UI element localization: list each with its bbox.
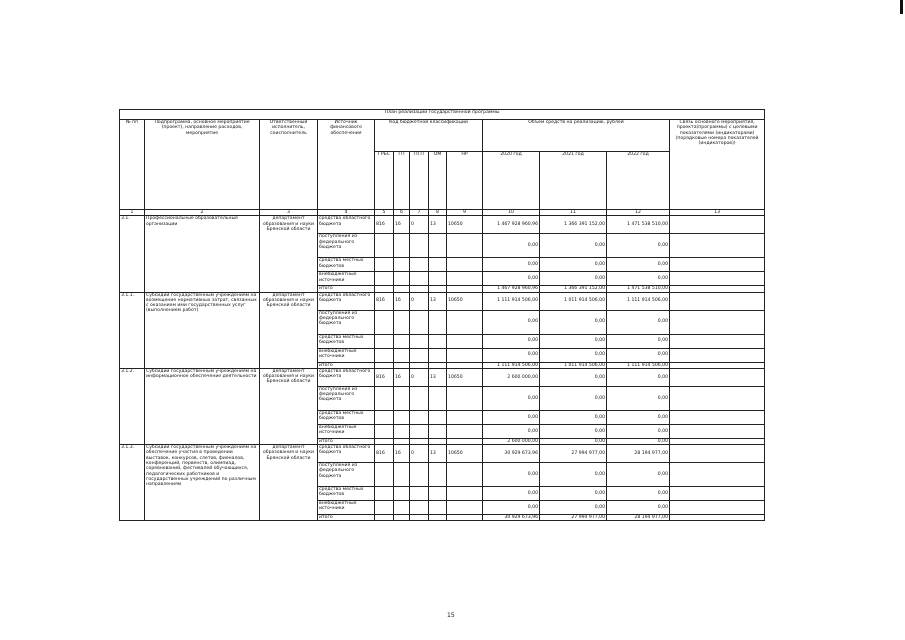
amount-cell: 0,00 (607, 368, 670, 386)
column-number: 10 (483, 210, 540, 216)
amount-cell: 0,00 (540, 348, 607, 362)
amount-cell: 28 194 977,00 (607, 445, 670, 463)
amount-cell: 0,00 (483, 410, 540, 424)
header-executor: Ответственный исполнитель, соисполнитель (260, 120, 318, 210)
source-label: внебюджетные источники (318, 272, 375, 286)
indicator-link-cell (670, 334, 765, 348)
budget-code-empty (429, 348, 447, 362)
amount-cell: 0,00 (607, 310, 670, 334)
amount-cell: 1 111 914 506,00 (607, 292, 670, 310)
amount-cell: 0,00 (483, 348, 540, 362)
budget-code-empty (375, 334, 394, 348)
amount-cell: 1 366 391 152,00 (540, 286, 607, 292)
budget-code-nr: 10650 (447, 368, 483, 386)
budget-code-om: 13 (429, 368, 447, 386)
column-number: 4 (318, 210, 375, 216)
amount-cell: 0,00 (540, 386, 607, 410)
source-label: средства местных бюджетов (318, 334, 375, 348)
amount-cell: 2 600 000,00 (483, 438, 540, 444)
budget-code-empty (375, 487, 394, 501)
budget-code-gp: 16 (394, 445, 410, 463)
budget-code-empty (410, 258, 429, 272)
budget-code-empty (394, 463, 410, 487)
source-label: средства областного бюджета (318, 445, 375, 463)
source-label: итого (318, 286, 375, 292)
budget-code-pgp: 0 (410, 445, 429, 463)
amount-cell: 1 467 928 960,96 (483, 286, 540, 292)
budget-code-empty (394, 258, 410, 272)
budget-code-gp: 16 (394, 368, 410, 386)
budget-code-empty (447, 424, 483, 438)
budget-code-grbs: 816 (375, 445, 394, 463)
row-name: Субсидии государственным учреждениям на возмещение нормативных затрат, связанных с оказанием ими государственных услуг (выполнением работ) (145, 292, 260, 368)
row-number: 3.1.1. (120, 292, 145, 368)
indicator-link-cell (670, 216, 765, 234)
budget-code-empty (410, 348, 429, 362)
budget-code-gp: 16 (394, 216, 410, 234)
amount-cell: 0,00 (607, 463, 670, 487)
amount-cell: 0,00 (483, 424, 540, 438)
budget-code-empty (410, 310, 429, 334)
amount-cell: 1 471 538 510,00 (607, 286, 670, 292)
amount-cell: 0,00 (607, 386, 670, 410)
budget-code-empty (447, 487, 483, 501)
amount-cell: 28 194 977,00 (607, 515, 670, 521)
budget-code-empty (447, 272, 483, 286)
budget-code-pgp: 0 (410, 292, 429, 310)
column-number: 9 (447, 210, 483, 216)
header-pgp: ПГП (410, 152, 429, 210)
budget-code-empty (447, 258, 483, 272)
amount-cell: 1 011 914 506,00 (540, 292, 607, 310)
header-subprogram: Подпрограмма, основное мероприятие (проект), направление расходов, мероприятие (145, 120, 260, 210)
source-label: поступления из федерального бюджета (318, 310, 375, 334)
column-number: 1 (120, 210, 145, 216)
amount-cell: 0,00 (483, 272, 540, 286)
amount-cell: 0,00 (483, 234, 540, 258)
source-label: итого (318, 438, 375, 444)
budget-code-empty (447, 348, 483, 362)
budget-code-empty (447, 501, 483, 515)
budget-code-empty (429, 424, 447, 438)
budget-code-grbs: 816 (375, 368, 394, 386)
source-label: средства областного бюджета (318, 216, 375, 234)
amount-cell: 0,00 (607, 258, 670, 272)
budget-code-empty (394, 348, 410, 362)
table-row (120, 216, 765, 234)
source-label: поступления из федерального бюджета (318, 386, 375, 410)
amount-cell: 1 111 914 506,00 (483, 362, 540, 368)
amount-cell: 0,00 (540, 487, 607, 501)
budget-code-empty (429, 463, 447, 487)
indicator-link-cell (670, 386, 765, 410)
column-number: 3 (260, 210, 318, 216)
budget-code-om: 13 (429, 216, 447, 234)
budget-code-empty (375, 424, 394, 438)
amount-cell: 30 929 673,96 (483, 515, 540, 521)
budget-code-nr: 10650 (447, 216, 483, 234)
budget-code-empty (410, 234, 429, 258)
amount-cell: 0,00 (540, 258, 607, 272)
budget-code-nr: 10650 (447, 445, 483, 463)
column-number: 11 (540, 210, 607, 216)
amount-cell: 0,00 (607, 334, 670, 348)
budget-code-om: 13 (429, 445, 447, 463)
source-label: внебюджетные источники (318, 501, 375, 515)
amount-cell: 0,00 (607, 501, 670, 515)
budget-code-empty (429, 310, 447, 334)
indicator-link-cell (670, 258, 765, 272)
budget-code-empty (410, 424, 429, 438)
budget-code-empty (447, 515, 483, 521)
budget-code-empty (394, 386, 410, 410)
budget-code-empty (375, 515, 394, 521)
row-executor: департамент образования и науки Брянской области (260, 292, 318, 368)
source-label: средства областного бюджета (318, 368, 375, 386)
row-executor: департамент образования и науки Брянской области (260, 368, 318, 444)
budget-code-empty (394, 487, 410, 501)
budget-code-empty (394, 501, 410, 515)
amount-cell: 0,00 (607, 348, 670, 362)
source-label: итого (318, 515, 375, 521)
budget-code-empty (447, 234, 483, 258)
amount-cell: 0,00 (483, 501, 540, 515)
table-row (120, 445, 765, 463)
amount-cell: 0,00 (483, 334, 540, 348)
budget-code-gp: 16 (394, 292, 410, 310)
budget-code-empty (375, 310, 394, 334)
indicator-link-cell (670, 272, 765, 286)
budget-code-empty (394, 515, 410, 521)
header-year-2021: 2021 год (540, 152, 607, 210)
amount-cell: 30 929 673,96 (483, 445, 540, 463)
amount-cell: 0,00 (483, 258, 540, 272)
amount-cell: 1 467 928 960,96 (483, 216, 540, 234)
column-number: 5 (375, 210, 394, 216)
amount-cell: 0,00 (540, 424, 607, 438)
column-number: 8 (429, 210, 447, 216)
header-year-2020: 2020 год (483, 152, 540, 210)
budget-code-empty (429, 501, 447, 515)
source-label: внебюджетные источники (318, 348, 375, 362)
indicator-link-cell (670, 515, 765, 521)
budget-code-empty (447, 334, 483, 348)
budget-code-empty (410, 501, 429, 515)
column-number: 7 (410, 210, 429, 216)
table-row (120, 368, 765, 386)
scan-edge-mark (900, 0, 903, 14)
source-label: поступления из федерального бюджета (318, 463, 375, 487)
header-nr: НР (447, 152, 483, 210)
budget-code-empty (375, 234, 394, 258)
budget-code-empty (375, 258, 394, 272)
indicator-link-cell (670, 310, 765, 334)
budget-code-empty (375, 410, 394, 424)
budget-code-empty (429, 258, 447, 272)
header-num: № пп (120, 120, 145, 210)
budget-code-empty (429, 487, 447, 501)
header-year-2022: 2022 год (607, 152, 670, 210)
amount-cell: 27 994 977,00 (540, 445, 607, 463)
budget-code-empty (375, 501, 394, 515)
budget-code-empty (410, 487, 429, 501)
amount-cell: 0,00 (540, 438, 607, 444)
budget-code-empty (394, 424, 410, 438)
budget-code-empty (410, 272, 429, 286)
source-label: итого (318, 362, 375, 368)
budget-code-nr: 10650 (447, 292, 483, 310)
row-executor: департамент образования и науки Брянской области (260, 216, 318, 292)
row-number: 3.1.3. (120, 445, 145, 521)
indicator-link-cell (670, 501, 765, 515)
header-link: Связь основного мероприятия, проекта(программы) с целевыми показателями (индикаторами) (порядковые номера показателей (индикаторов)) (670, 120, 765, 210)
source-label: средства местных бюджетов (318, 258, 375, 272)
budget-code-empty (429, 515, 447, 521)
budget-code-empty (394, 310, 410, 334)
table-title: План реализации государственной программы (120, 110, 765, 120)
row-name: Субсидии государственным учреждениям на обеспечение участия в проведении выставок, конкурсов, слетов, фиеналов, конференций, первенств, олимпиад, соревнований, фестивалей обучающихся, педагогических работников и государственных учреждений по различным направлениям (145, 445, 260, 521)
header-source: Источник финансового обеспечения (318, 120, 375, 210)
budget-code-empty (375, 272, 394, 286)
indicator-link-cell (670, 424, 765, 438)
table-row (120, 292, 765, 310)
budget-code-empty (375, 386, 394, 410)
amount-cell: 0,00 (607, 272, 670, 286)
amount-cell: 0,00 (607, 438, 670, 444)
row-executor: департамент образования и науки Брянской области (260, 445, 318, 521)
indicator-link-cell (670, 234, 765, 258)
budget-code-empty (429, 272, 447, 286)
amount-cell: 0,00 (540, 334, 607, 348)
amount-cell: 0,00 (483, 310, 540, 334)
indicator-link-cell (670, 410, 765, 424)
row-number: 3.1.2. (120, 368, 145, 444)
header-grbs: ГРБС (375, 152, 394, 210)
row-name: Профессиональные образовательные организации (145, 216, 260, 292)
column-number: 2 (145, 210, 260, 216)
amount-cell: 1 471 538 510,00 (607, 216, 670, 234)
budget-code-empty (447, 310, 483, 334)
indicator-link-cell (670, 445, 765, 463)
budget-code-om: 13 (429, 292, 447, 310)
budget-code-empty (410, 386, 429, 410)
amount-cell: 1 366 391 152,00 (540, 216, 607, 234)
amount-cell: 0,00 (483, 487, 540, 501)
amount-cell: 0,00 (607, 410, 670, 424)
budget-code-empty (429, 234, 447, 258)
column-number: 6 (394, 210, 410, 216)
source-label: поступления из федерального бюджета (318, 234, 375, 258)
budget-code-empty (394, 410, 410, 424)
amount-cell: 0,00 (607, 234, 670, 258)
amount-cell: 0,00 (540, 272, 607, 286)
budget-code-empty (375, 348, 394, 362)
budget-code-empty (429, 334, 447, 348)
header-budget-code: Код бюджетной классификации (375, 120, 483, 152)
budget-code-grbs: 816 (375, 216, 394, 234)
indicator-link-cell (670, 292, 765, 310)
amount-cell: 0,00 (540, 234, 607, 258)
budget-code-empty (375, 463, 394, 487)
amount-cell: 1 111 914 506,00 (607, 362, 670, 368)
budget-code-empty (447, 410, 483, 424)
amount-cell: 0,00 (540, 368, 607, 386)
source-label: средства областного бюджета (318, 292, 375, 310)
indicator-link-cell (670, 368, 765, 386)
program-plan-table (119, 109, 765, 521)
column-number: 12 (607, 210, 670, 216)
budget-code-empty (410, 410, 429, 424)
amount-cell: 0,00 (607, 487, 670, 501)
budget-code-pgp: 0 (410, 216, 429, 234)
row-number: 3.1. (120, 216, 145, 292)
column-number: 13 (670, 210, 765, 216)
amount-cell: 0,00 (540, 463, 607, 487)
indicator-link-cell (670, 463, 765, 487)
amount-cell: 2 600 000,00 (483, 368, 540, 386)
source-label: средства местных бюджетов (318, 487, 375, 501)
source-label: средства местных бюджетов (318, 410, 375, 424)
row-name: Субсидии государственным учреждениям на информационное обеспечение деятельности (145, 368, 260, 444)
budget-code-empty (394, 272, 410, 286)
header-volume: Объём средств на реализацию, рублей (483, 120, 670, 152)
budget-code-empty (447, 463, 483, 487)
budget-code-empty (394, 234, 410, 258)
budget-code-empty (410, 334, 429, 348)
budget-code-grbs: 816 (375, 292, 394, 310)
amount-cell: 27 994 977,00 (540, 515, 607, 521)
page-number: 15 (447, 612, 455, 619)
amount-cell: 0,00 (607, 424, 670, 438)
budget-code-empty (447, 386, 483, 410)
header-om: ОМ (429, 152, 447, 210)
budget-code-empty (429, 386, 447, 410)
budget-code-empty (410, 515, 429, 521)
budget-code-empty (410, 463, 429, 487)
amount-cell: 0,00 (540, 501, 607, 515)
indicator-link-cell (670, 487, 765, 501)
amount-cell: 0,00 (483, 463, 540, 487)
source-label: внебюджетные источники (318, 424, 375, 438)
amount-cell: 1 011 914 506,00 (540, 362, 607, 368)
budget-code-empty (429, 410, 447, 424)
indicator-link-cell (670, 348, 765, 362)
header-gp: ГП (394, 152, 410, 210)
amount-cell: 0,00 (540, 410, 607, 424)
amount-cell: 1 111 914 506,00 (483, 292, 540, 310)
amount-cell: 0,00 (483, 386, 540, 410)
amount-cell: 0,00 (540, 310, 607, 334)
budget-code-empty (394, 334, 410, 348)
budget-code-pgp: 0 (410, 368, 429, 386)
